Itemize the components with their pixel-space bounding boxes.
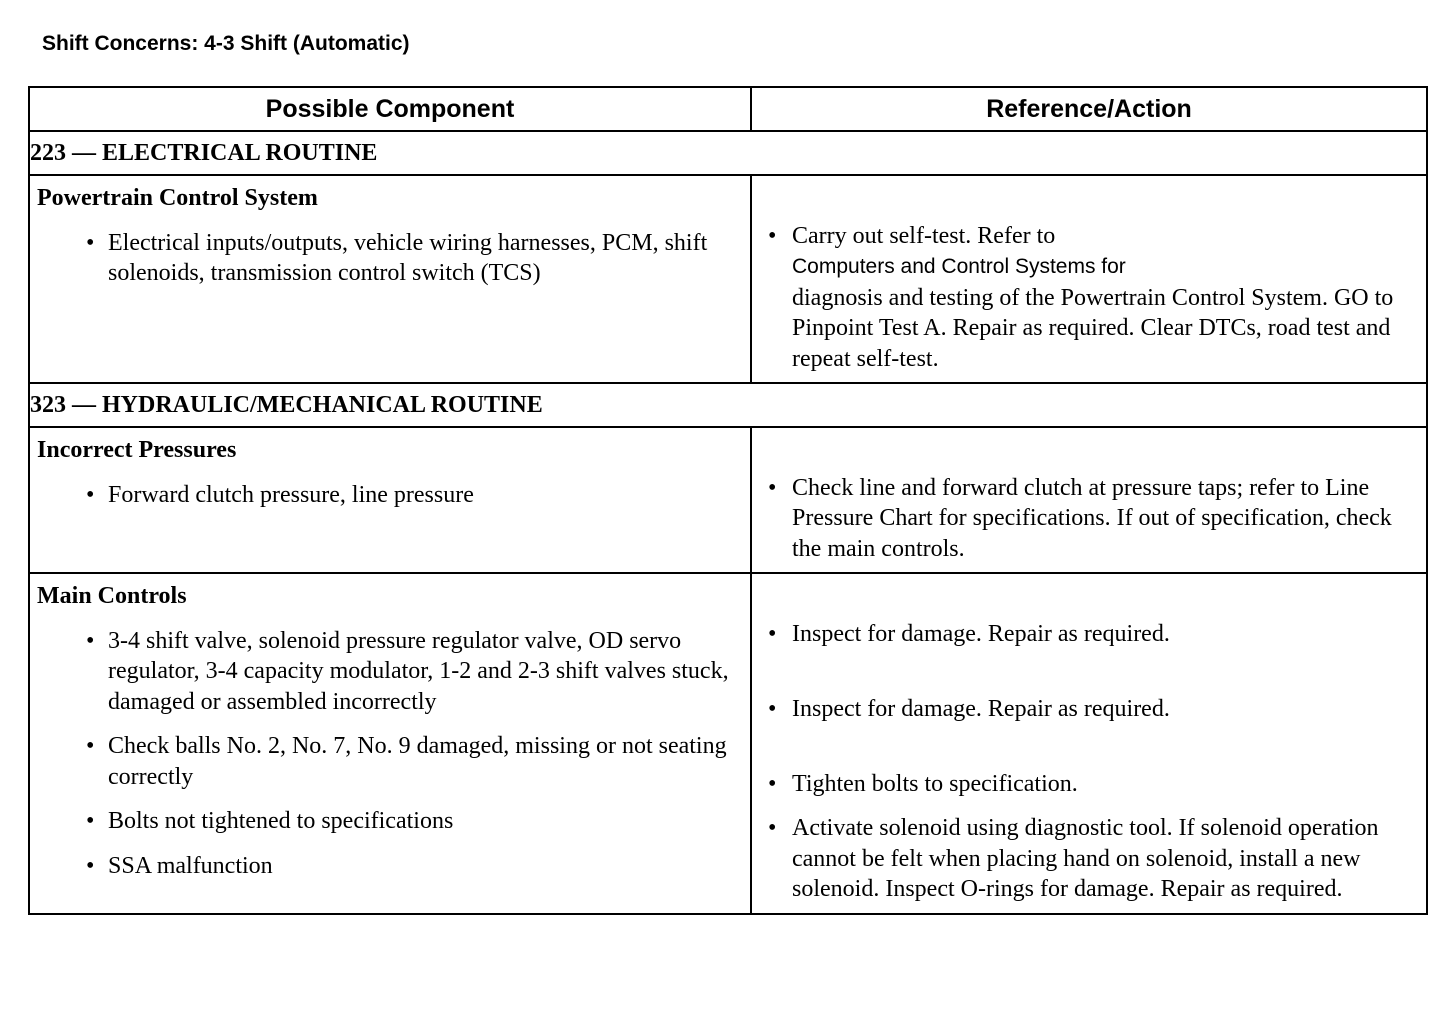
action-text: Carry out self-test. Refer to (792, 222, 1056, 249)
bullet-icon: • (768, 474, 777, 501)
table-header-row (29, 87, 1427, 131)
action-cell (751, 573, 1427, 914)
table-row (29, 175, 1427, 383)
action-text: Inspect for damage. Repair as required. (792, 620, 1170, 647)
reference-link[interactable]: Computers and Control Systems for (792, 255, 1126, 278)
component-cell (29, 427, 751, 573)
bullet-icon: • (768, 770, 777, 797)
list-item (30, 626, 750, 718)
bullet-icon: • (86, 808, 95, 834)
action-text: diagnosis and testing of the Powertrain Control System. GO to Pinpoint Test A. Repair as required. Clear DTCs, road test and repeat self-test. (792, 284, 1394, 372)
bullet-icon: • (86, 852, 95, 879)
component-text: Forward clutch pressure, line pressure (108, 481, 474, 508)
action-cell (751, 427, 1427, 573)
list-item (752, 694, 1426, 725)
group-title-powertrain: Powertrain Control System (37, 185, 318, 211)
bullet-icon: • (86, 733, 95, 759)
component-text: 3-4 shift valve, solenoid pressure regulator valve, OD servo regulator, 3-4 capacity modulator, 1-2 and 2-3 shift valves stuck, damaged or assembled incorrectly (108, 627, 729, 715)
action-text: Inspect for damage. Repair as required. (792, 695, 1170, 722)
table-row (29, 573, 1427, 914)
list-item (30, 480, 750, 511)
component-cell (29, 573, 751, 914)
bullet-icon: • (768, 695, 777, 722)
bullet-icon: • (768, 815, 777, 841)
action-text: Tighten bolts to specification. (792, 770, 1078, 797)
section-label-hydraulic: 323 — HYDRAULIC/MECHANICAL ROUTINE (29, 383, 1427, 427)
action-cell (751, 175, 1427, 383)
action-text: Activate solenoid using diagnostic tool. If solenoid operation cannot be felt when placing hand on solenoid, install a new solenoid. Inspect O-rings for damage. Repair as required. (792, 815, 1379, 902)
list-item (752, 473, 1426, 565)
table-row (29, 427, 1427, 573)
component-text: Check balls No. 2, No. 7, No. 9 damaged, missing or not seating correctly (108, 733, 727, 790)
section-row (29, 383, 1427, 427)
list-item (30, 228, 750, 289)
list-item (752, 221, 1426, 375)
column-header-component: Possible Component (29, 87, 751, 131)
component-text: Electrical inputs/outputs, vehicle wiring harnesses, PCM, shift solenoids, transmission control switch (TCS) (108, 229, 708, 286)
bullet-icon: • (768, 620, 777, 647)
group-title-main-controls: Main Controls (37, 583, 187, 609)
component-cell (29, 175, 751, 383)
component-text: Bolts not tightened to specifications (108, 808, 454, 834)
component-text: SSA malfunction (108, 852, 273, 879)
section-row (29, 131, 1427, 175)
action-text: Check line and forward clutch at pressure taps; refer to Line Pressure Chart for specifications. If out of specification, check the main controls. (792, 474, 1392, 562)
bullet-icon: • (86, 627, 95, 654)
page-title: Shift Concerns: 4-3 Shift (Automatic) (42, 32, 410, 55)
bullet-icon: • (86, 481, 95, 508)
list-item (752, 813, 1426, 905)
section-label-electrical: 223 — ELECTRICAL ROUTINE (29, 131, 1427, 175)
bullet-icon: • (86, 229, 95, 256)
list-item (30, 806, 750, 837)
list-item (752, 769, 1426, 800)
list-item (30, 731, 750, 792)
group-title-pressures: Incorrect Pressures (37, 437, 237, 463)
column-header-action: Reference/Action (751, 87, 1427, 131)
shift-concerns-table (28, 86, 1428, 915)
list-item (752, 619, 1426, 650)
list-item (30, 851, 750, 882)
bullet-icon: • (768, 222, 777, 249)
